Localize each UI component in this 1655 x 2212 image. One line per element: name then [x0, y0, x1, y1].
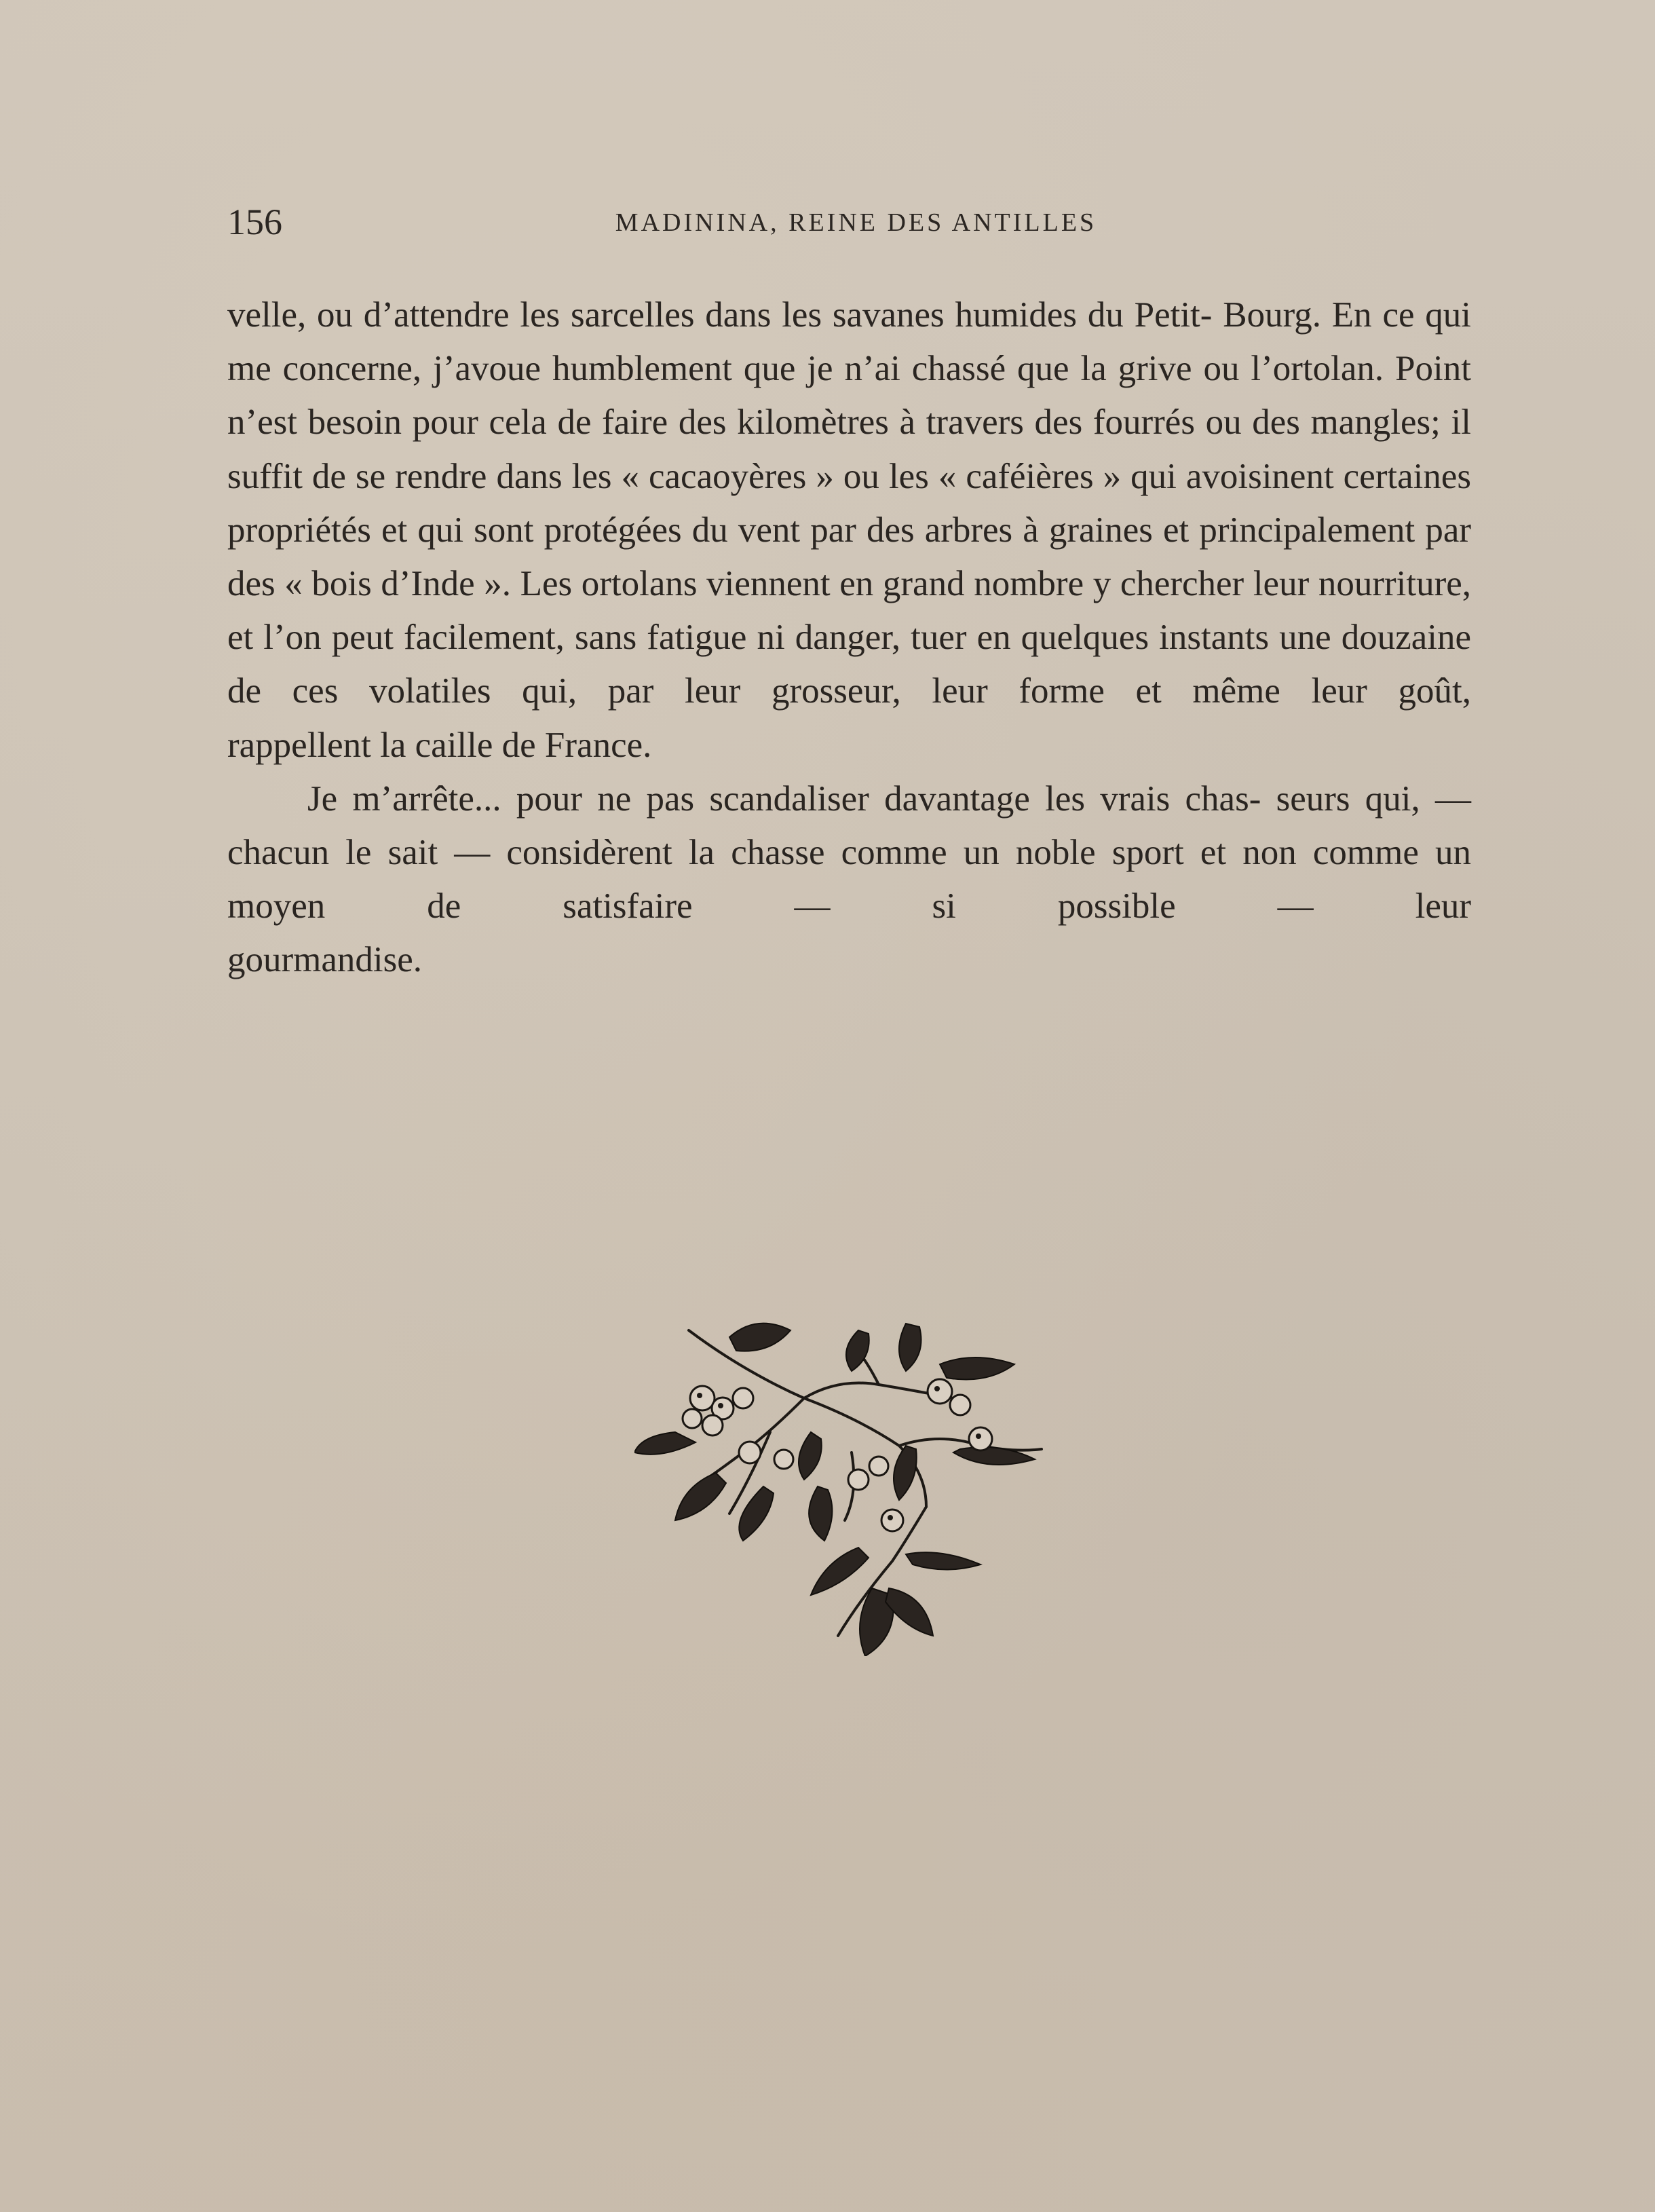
paragraph [227, 772, 1471, 934]
text-line: velle, ou d’attendre les sarcelles dans les savanes humides du Petit- [227, 295, 1213, 335]
body-text [227, 288, 1471, 988]
text-line: grand nombre y chercher leur nourriture, et l’on peut facilement, [227, 564, 1472, 658]
running-head [227, 198, 1471, 246]
text-line: Bourg. En ce qui me concerne, j’avoue humblement que je n’ai chassé [227, 295, 1471, 389]
text-line: gourmandise. [227, 940, 423, 980]
paragraph-end-line [227, 933, 1471, 987]
text-line: rappellent la caille de France. [227, 725, 652, 765]
text-line: seurs qui, — chacun le sait — considèrent la chasse comme un noble [227, 779, 1472, 873]
text-line: principalement par des « bois d’Inde ». Les ortolans viennent en [227, 510, 1472, 604]
text-line: ces volatiles qui, par leur grosseur, leur forme et même leur goût, [292, 671, 1472, 711]
text-line: dans les « cacaoyères » ou les « caféières » qui avoisinent certaines [496, 456, 1472, 496]
paragraph [227, 288, 1471, 719]
paragraph-end-line [227, 719, 1471, 772]
text-line: sport et non comme un moyen de satisfaire — si possible — leur [227, 833, 1471, 926]
text-line: propriétés et qui sont protégées du vent par des arbres à graines et [227, 510, 1190, 550]
text-line: sans fatigue ni danger, tuer en quelques instants une douzaine de [227, 618, 1471, 711]
berry-branch-ornament-icon [634, 1317, 1062, 1656]
page-number: 156 [227, 202, 282, 242]
running-title: MADININA, REINE DES ANTILLES [615, 208, 1097, 237]
text-line: que la grive ou l’ortolan. Point n’est besoin pour cela de faire des [227, 349, 1472, 443]
text-line: kilomètres à travers des fourrés ou des mangles; il suffit de se rendre [227, 402, 1472, 496]
text-line: Je m’arrête... pour ne pas scandaliser davantage les vrais chas- [307, 779, 1261, 819]
